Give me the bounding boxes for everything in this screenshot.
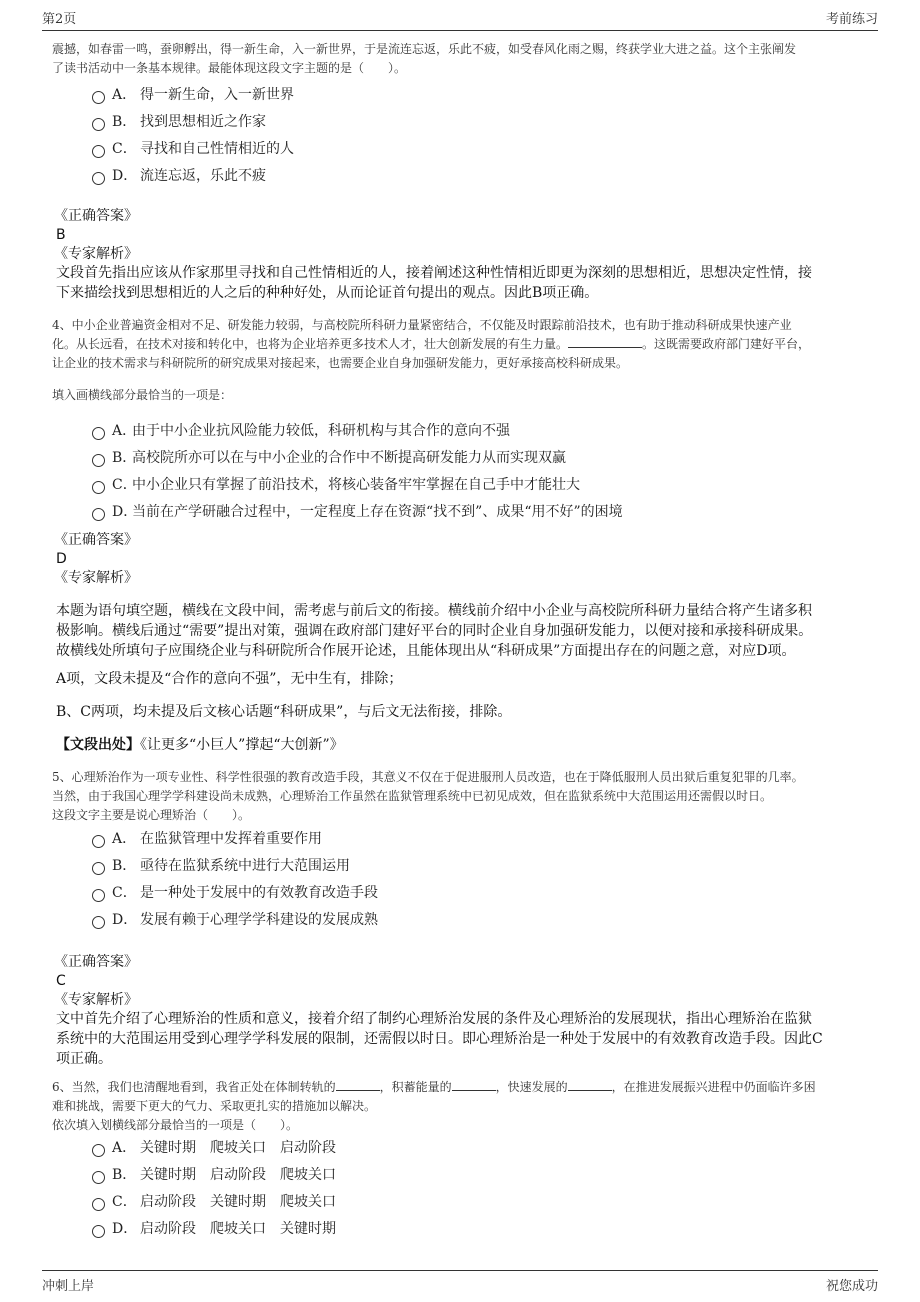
q4-option-b[interactable]: B．高校院所亦可以在与中小企业的合作中不断提高研发能力从而实现双赢 (92, 447, 566, 469)
q6-option-d[interactable]: D． 启动阶段 爬坡关口 关键时期 (92, 1218, 336, 1240)
radio-icon[interactable] (92, 481, 105, 494)
fill-blank (568, 1078, 612, 1091)
q4-prompt: 填入画横线部分最恰当的一项是： (52, 388, 233, 402)
radio-icon[interactable] (92, 1198, 105, 1211)
q5-option-c[interactable]: C． 是一种处于发展中的有效教育改造手段 (92, 882, 378, 904)
q5-option-d[interactable]: D． 发展有赖于心理学学科建设的发展成熟 (92, 909, 378, 931)
q4-option-a[interactable]: A．由于中小企业抗风险能力较低，科研机构与其合作的意向不强 (92, 420, 510, 442)
footer-left: 冲刺上岸 (42, 1279, 95, 1294)
q3-option-a[interactable]: A． 得一新生命，入一新世界 (92, 84, 294, 106)
radio-icon[interactable] (92, 1171, 105, 1184)
q5-stem: 5、心理矫治作为一项专业性、科学性很强的教育改造手段，其意义不仅在于促进服刑人员改造，也在于降低服刑人员出狱后重复犯罪的几率。 当然，由于我国心理学学科建设尚未成熟，心理矫治工作虽然在监狱管理系统中已初见成效，但在监狱系统中大范围运用还需假以时日。 这段文字主要是说心理矫治（ ）。 (52, 770, 804, 822)
q5-option-b[interactable]: B． 亟待在监狱系统中进行大范围运用 (92, 855, 350, 877)
radio-icon[interactable] (92, 835, 105, 848)
q3-option-c[interactable]: C． 寻找和自己性情相近的人 (92, 138, 294, 160)
q6-stem: 6、当然，我们也清醒地看到，我省正处在体制转轨的 ，积蓄能量的 ，快速发展的 ，在推进发展振兴进程中仍面临许多困 难和挑战，需要下更大的气力、采取更扎实的措施加以解决。 依次填入划横线部分最恰当的一项是（ ）。 (52, 1080, 816, 1132)
q6-option-a[interactable]: A． 关键时期 爬坡关口 启动阶段 (92, 1137, 336, 1159)
radio-icon[interactable] (92, 916, 105, 929)
radio-icon[interactable] (92, 508, 105, 521)
q5-option-a[interactable]: A． 在监狱管理中发挥着重要作用 (92, 828, 322, 850)
q4-analysis-label: 《专家解析》 (54, 570, 138, 586)
q3-option-d[interactable]: D． 流连忘返，乐此不疲 (92, 165, 266, 187)
q4-answer: D (56, 551, 67, 567)
radio-icon[interactable] (92, 454, 105, 467)
q4-answer-label: 《正确答案》 (54, 532, 138, 548)
q5-answer-label: 《正确答案》 (54, 954, 138, 970)
q4-source: 【文段出处】《让更多“小巨人”撑起“大创新”》 (56, 737, 344, 753)
q6-option-b[interactable]: B． 关键时期 启动阶段 爬坡关口 (92, 1164, 336, 1186)
radio-icon[interactable] (92, 1225, 105, 1238)
q5-analysis: 文中首先介绍了心理矫治的性质和意义，接着介绍了制约心理矫治发展的条件及心理矫治的发展现状，指出心理矫治在监狱 系统中的大范围运用受到心理学学科发展的限制，还需假以时日。即心理矫治是一种处于发展中的有效教育改造手段。因此C 项正确。 (56, 1011, 823, 1067)
page-number: 第2页 (42, 12, 77, 27)
header-title: 考前练习 (825, 12, 878, 27)
fill-blank (452, 1078, 496, 1091)
q3-option-b[interactable]: B． 找到思想相近之作家 (92, 111, 266, 133)
q4-option-c[interactable]: C．中小企业只有掌握了前沿技术，将核心装备牢牢掌握在自己手中才能壮大 (92, 474, 580, 496)
q3-answer-label: 《正确答案》 (54, 208, 138, 224)
radio-icon[interactable] (92, 889, 105, 902)
page-footer (42, 1270, 878, 1299)
radio-icon[interactable] (92, 91, 105, 104)
q4-analysis: 本题为语句填空题，横线在文段中间，需考虑与前后文的衔接。横线前介绍中小企业与高校院所科研力量结合将产生诸多积 极影响。横线后通过“需要”提出对策，强调在政府部门建好平台的同时企业自身加强研发能力，以便对接和承接科研成果。 故横线处所填句子应围绕企业与科研院所合作展开论述，且能体现出从“科研成果”方面提出存在的问题之意，对应D项。 (56, 603, 813, 659)
page-header (42, 6, 878, 31)
radio-icon[interactable] (92, 118, 105, 131)
q3-analysis: 文段首先指出应该从作家那里寻找和自己性情相近的人，接着阐述这种性情相近即更为深刻的思想相近，思想决定性情，接 下来描绘找到思想相近的人之后的种种好处，从而论证首句提出的观点。因此B项正确。 (56, 265, 812, 301)
q6-option-c[interactable]: C． 启动阶段 关键时期 爬坡关口 (92, 1191, 336, 1213)
q3-stem: 震撼，如春雷一鸣，蚕卵孵出，得一新生命，入一新世界，于是流连忘返，乐此不疲，如受春风化雨之赐，终获学业大进之益。这个主张阐发 了读书活动中一条基本规律。最能体现这段文字主题的是（ ）。 (52, 42, 797, 75)
footer-right: 祝您成功 (825, 1279, 878, 1294)
q5-answer: C (56, 973, 66, 989)
radio-icon[interactable] (92, 427, 105, 440)
q4-option-d[interactable]: D．当前在产学研融合过程中，一定程度上存在资源“找不到”、成果“用不好”的困境 (92, 501, 623, 523)
radio-icon[interactable] (92, 145, 105, 158)
q4-analysis-option-bc: B、C两项，均未提及后文核心话题“科研成果”，与后文无法衔接，排除。 (56, 704, 512, 720)
q3-answer: B (56, 227, 66, 243)
radio-icon[interactable] (92, 172, 105, 185)
radio-icon[interactable] (92, 1144, 105, 1157)
q3-analysis-label: 《专家解析》 (54, 246, 138, 262)
fill-blank (568, 335, 642, 348)
fill-blank (336, 1078, 380, 1091)
q4-stem: 4、中小企业普遍资金相对不足、研发能力较弱，与高校院所科研力量紧密结合，不仅能及时跟踪前沿技术，也有助于推动科研成果快速产业 化。从长远看，在技术对接和转化中，也将为企业培养更多技术人才，壮大创新发展的有生力量。 。这既需要政府部门建好平台， 让企业的技术需求与科研院所的研究成果对接起来，也需要企业自身加强研发能力，更好承接高校科研成果。 (52, 318, 811, 370)
q5-analysis-label: 《专家解析》 (54, 992, 138, 1008)
q4-analysis-option-a: A项，文段未提及“合作的意向不强”，无中生有，排除； (56, 671, 403, 687)
radio-icon[interactable] (92, 862, 105, 875)
